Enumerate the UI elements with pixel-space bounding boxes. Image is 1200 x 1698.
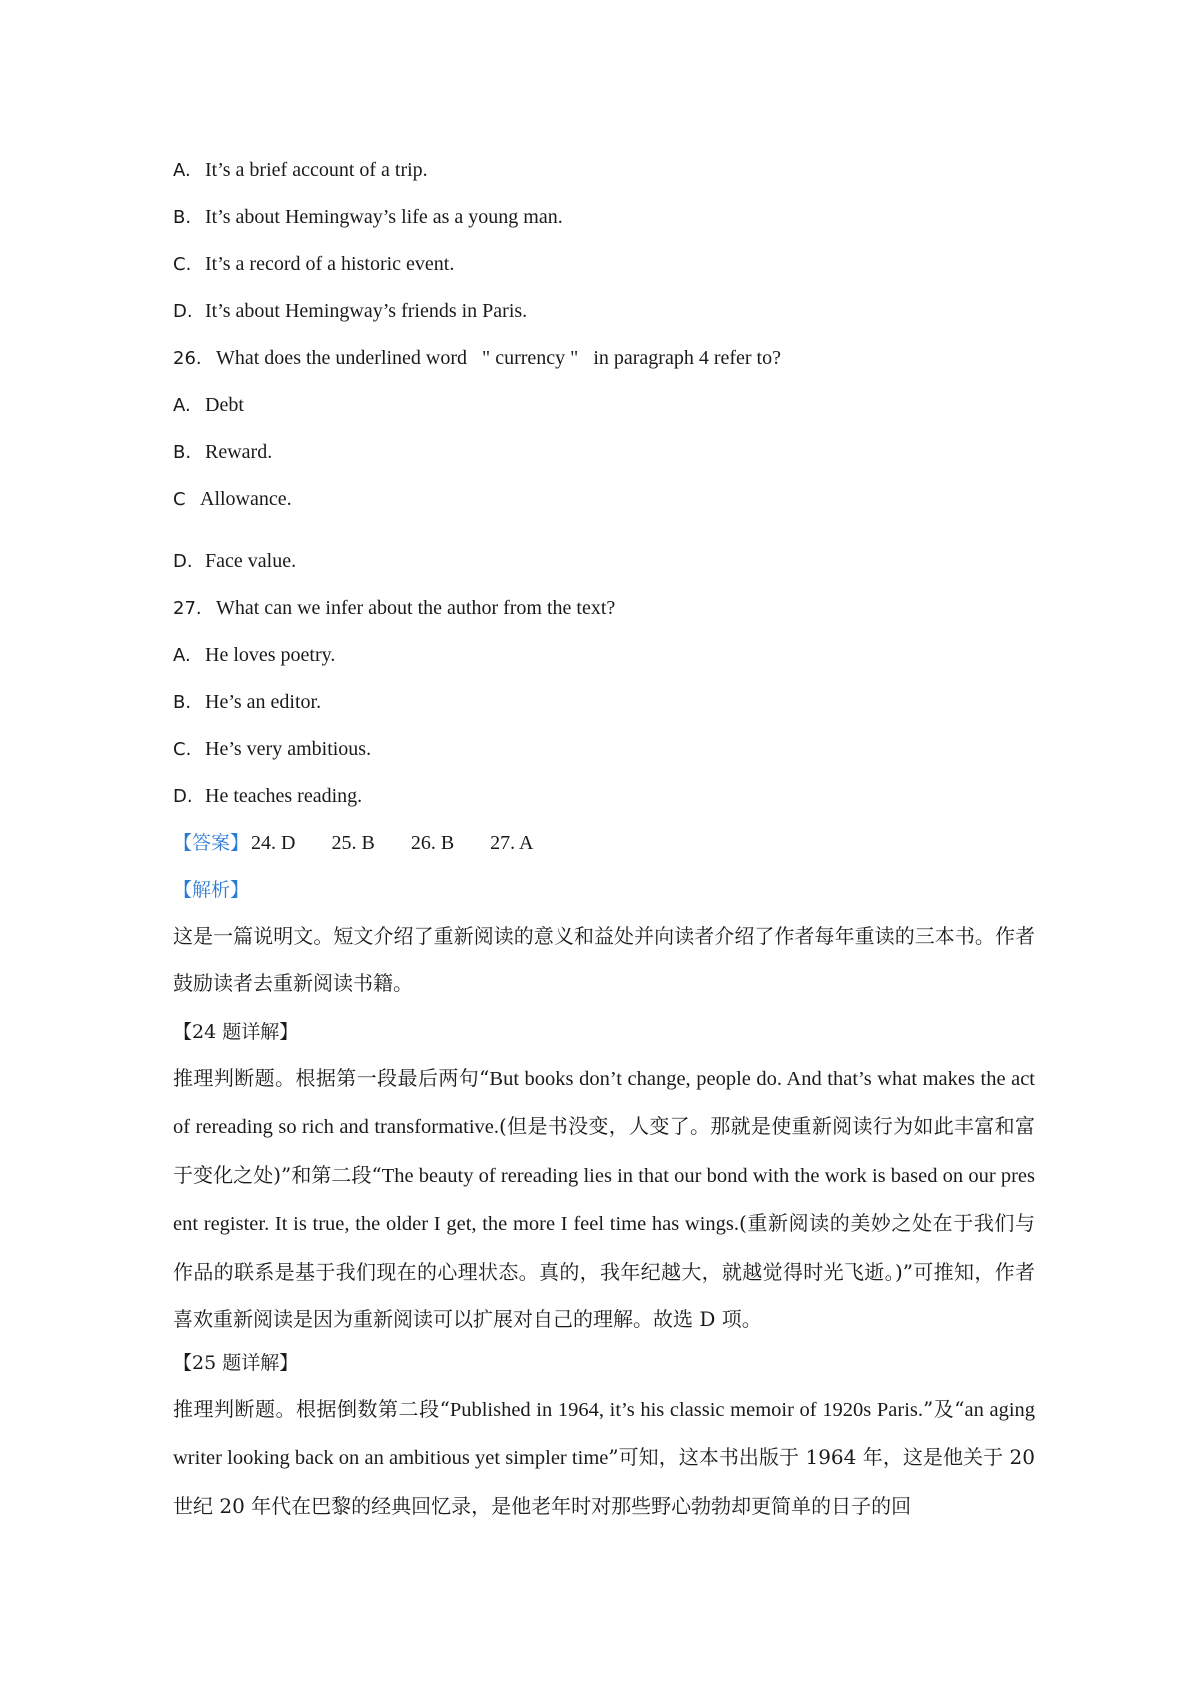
detail-24-part: (但是书没变，人变了。那就是使重新阅读行为如此丰富和富于变化之处)”和第二段“ [173,1114,1035,1187]
option-text: Reward. [205,441,273,463]
option-text: He’s very ambitious. [205,738,372,760]
analysis-heading [173,877,1038,903]
q26-option-c [173,486,1038,513]
answer-item: 25. B [331,832,375,854]
q25-option-a [173,157,1038,184]
q27-option-a [173,642,1038,669]
answer-item: 27. A [490,832,534,854]
option-letter: D. [173,551,193,572]
detail-25-part: ”及“ [923,1397,965,1421]
answer-label: 【答案】 [173,832,250,854]
q26-option-a [173,392,1038,419]
detail-25-label: 【25 题详解】 [173,1352,299,1374]
detail-24-quote: But books don’t change, people do. And that’s what makes the act of rereading so rich and transformative. [173,1068,1035,1139]
detail-25-part: 推理判断题。根据倒数第二段“ [173,1397,450,1421]
question-text: What can we infer about the author from the text? [216,597,616,619]
detail-25-part: ”可知，这本书出版于 1964 年，这是他关于 20 世纪 20 年代在巴黎的经典回忆录，是他老年时对那些野心勃勃却更简单的日子的回 [173,1445,1035,1518]
detail-24-label: 【24 题详解】 [173,1021,299,1043]
q26-option-b [173,439,1038,466]
detail-25-heading [173,1350,1038,1376]
question-number: 27. [173,598,202,619]
detail-24-quote: The beauty of rereading lies in that our bond with the work is based on our present register. It is true, the older I get, the more I feel time has wings. [173,1164,1035,1236]
option-text: Debt [205,394,244,416]
option-text: It’s about Hemingway’s friends in Paris. [205,300,528,322]
option-letter: B. [173,442,192,463]
option-text: Face value. [205,550,297,572]
detail-25-quote: an aging writer looking back on an ambitious yet simpler time [173,1399,1036,1470]
question-text: What does the underlined word " currency " in paragraph 4 refer to? [216,347,781,369]
option-letter: C. [173,739,192,760]
option-text: He’s an editor. [205,691,322,713]
question-number: 26. [173,348,202,369]
q27-option-c [173,736,1038,763]
option-letter: B. [173,207,192,228]
option-letter: C [173,489,186,510]
option-text: He loves poetry. [205,644,336,666]
option-letter: A. [173,395,191,416]
option-text: It’s about Hemingway’s life as a young man. [205,206,563,228]
option-text: It’s a record of a historic event. [205,253,455,275]
detail-25-quote: Published in 1964, it’s his classic memoir of 1920s Paris. [449,1399,924,1421]
q25-option-b [173,204,1038,231]
detail-24-heading [173,1019,1038,1045]
option-letter: A. [173,645,191,666]
q27-option-d [173,783,1038,810]
detail-24-paragraph [173,1055,1035,1343]
option-letter: D. [173,786,193,807]
answer-item: 24. D [251,832,296,854]
q25-option-d [173,298,1038,325]
q27-option-b [173,689,1038,716]
option-text: It’s a brief account of a trip. [205,159,428,181]
detail-24-part: 推理判断题。根据第一段最后两句“ [173,1066,490,1090]
q27-question [173,595,1038,622]
option-letter: B. [173,692,192,713]
analysis-label: 【解析】 [173,879,250,901]
q26-question [173,345,1038,372]
option-text: He teaches reading. [205,785,363,807]
answer-item: 26. B [410,832,455,854]
option-letter: D. [173,301,193,322]
q26-option-d [173,548,1038,575]
detail-24-part: (重新阅读的美妙之处在于我们与作品的联系是基于我们现在的心理状态。真的，我年纪越大，就越觉得时光飞逝。)”可推知，作者喜欢重新阅读是因为重新阅读可以扩展对自己的理解。故选 D 项。 [173,1211,1035,1332]
option-text: Allowance. [200,488,292,510]
detail-25-paragraph [173,1386,1035,1530]
answer-line [173,830,1038,856]
q25-option-c [173,251,1038,278]
analysis-summary: 这是一篇说明文。短文介绍了重新阅读的意义和益处并向读者介绍了作者每年重读的三本书。作者鼓励读者去重新阅读书籍。 [173,924,1035,996]
option-letter: A. [173,160,191,181]
option-letter: C. [173,254,192,275]
